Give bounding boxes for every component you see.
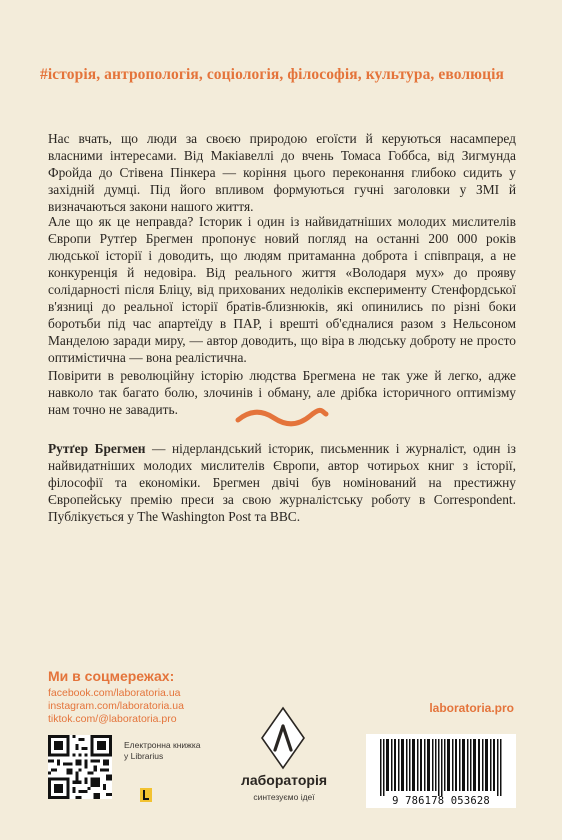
social-block <box>48 668 184 726</box>
social-link-instagram[interactable]: instagram.com/laboratoria.ua <box>48 700 184 712</box>
author-bio <box>48 440 516 525</box>
librarius-logo-icon <box>140 788 152 802</box>
barcode-icon <box>366 736 516 796</box>
description-paragraph-3: Повірити в революційну історію людства Брегмена не так уже й легко, адже навколо так багато болю, злочинів і обману, але дрібка історичного оптимізму нам точно не завадить. <box>48 368 516 417</box>
qr-code-icon[interactable] <box>48 735 112 799</box>
social-title: Ми в соцмережах: <box>48 668 175 684</box>
social-link-tiktok[interactable]: tiktok.com/@laboratoria.pro <box>48 713 177 725</box>
genre-tags: #історія, антропологія, соціологія, філософія, культура, еволюція <box>40 66 505 83</box>
description-paragraph-1: Нас вчать, що люди за своєю природою егоїсти й керуються насамперед власними інтересами. Від Макіавеллі до вчень Томаса Гоббса, від Зигмунда Фройда до Стівена Пінкера — коріння цього переконання глибоко сидить у західній думці. Під його впливом формуються гучні заголовки у ЗМІ й визначаються закони нашого життя. <box>48 131 516 214</box>
ebook-note: Електронна книжка у Librarius <box>124 740 201 761</box>
publisher-tagline: синтезуємо ідеї <box>253 792 315 802</box>
wave-divider-icon <box>234 406 330 428</box>
social-link-facebook[interactable]: facebook.com/laboratoria.ua <box>48 687 181 699</box>
website-link[interactable]: laboratoria.pro <box>429 701 514 715</box>
description-paragraph-2: Але що як це неправда? Історик і один із найвидатніших молодих мислителів Європи Рутґер Брегмен пропонує новий погляд на останні 200 000 років людської історії і доводить, що людям притаманна доброта і співпраця, а не конкуренція й недовіра. Від реального життя «Володаря мух» до прояву солідарності після Бліцу, від прихованих недоліків експерименту Стенфордської в'язниці до реальної історії братів-близнюків, які опинились по різні боки боротьби під час апартеїду в ПАР, і врешті об'єдналися разом з Нельсоном Манделою заради миру, — автор доводить, що віра в людську доброту не просто оптимістична — вона реалістична. <box>48 214 516 365</box>
publisher-name: лабораторія <box>240 772 328 788</box>
author-bio-text: — нідерландський історик, письменник і журналіст, один із найвидатніших молодих мислителів Європи, автор чотирьох книг з історії, філософії та економіки. Брегмен двічі був номінований на престижну Європейську премію преси за свою журналістську роботу в Correspondent. Публікується у The Washington Post та BBC. <box>48 441 516 524</box>
author-name: Рутґер Брегмен <box>48 441 146 456</box>
publisher-logo-icon <box>260 706 306 770</box>
isbn-digits: 9 786178 053628 <box>392 795 490 807</box>
